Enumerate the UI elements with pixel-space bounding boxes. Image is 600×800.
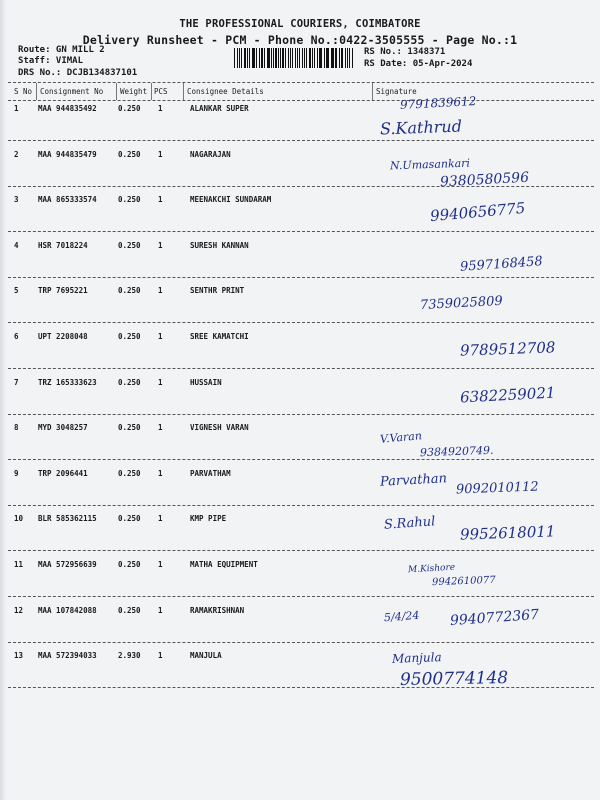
barcode-bar — [259, 48, 260, 68]
row-divider — [8, 459, 594, 460]
row-signature: Manjula — [391, 650, 442, 667]
barcode-bar — [267, 48, 268, 68]
row-signature: 9789512708 — [459, 338, 556, 360]
barcode-bar — [239, 48, 240, 68]
drs-number: DRS No.: DCJB134837101 — [18, 68, 138, 78]
row-divider — [8, 596, 594, 597]
row-sno: 2 — [14, 149, 19, 159]
row-signature: S.Kathrud — [379, 116, 463, 139]
row-weight: 0.250 — [118, 560, 141, 569]
row-weight: 0.250 — [118, 605, 141, 615]
barcode-bar — [234, 48, 235, 68]
row-consignee: NAGARAJAN — [190, 149, 231, 159]
col-weight-header: Weight — [120, 87, 148, 96]
row-pcs: 1 — [158, 468, 163, 478]
barcode-bar — [317, 48, 318, 68]
row-consignee: ALANKAR SUPER — [190, 104, 249, 113]
row-signature: V.Varan — [379, 429, 423, 446]
barcode-bar — [244, 48, 246, 68]
barcode-bar — [264, 48, 265, 68]
row-pcs: 1 — [158, 423, 163, 433]
row-consignee: KMP PIPE — [190, 514, 227, 524]
barcode-bar — [347, 48, 348, 68]
row-divider — [8, 368, 594, 369]
runsheet-title: Delivery Runsheet - PCM - Phone No.:0422-3505555 - Page No.:1 — [82, 33, 518, 47]
barcode-bar — [306, 48, 307, 68]
row-signature: M.Kishore — [407, 562, 456, 576]
row-divider — [8, 322, 594, 323]
row-consignee: MANJULA — [190, 651, 222, 661]
row-consignment-no: MYD 3048257 — [38, 423, 88, 433]
col-consignment-header: Consignment No — [40, 87, 104, 96]
row-pcs: 1 — [158, 377, 163, 387]
row-consignment-no: MAA 865333574 — [38, 195, 97, 205]
row-consignee: SENTHR PRINT — [190, 286, 245, 296]
row-weight: 0.250 — [118, 514, 141, 524]
row-sno: 13 — [14, 651, 24, 661]
staff-label: Staff: VIMAL — [18, 56, 84, 66]
barcode-bar — [309, 48, 311, 68]
col-divider — [116, 83, 117, 100]
row-weight: 0.250 — [118, 468, 141, 478]
col-divider — [183, 83, 184, 100]
row-weight: 0.250 — [118, 286, 141, 296]
barcode-bar — [280, 48, 281, 68]
row-signature: 9500774148 — [399, 668, 509, 691]
row-signature: 9092010112 — [455, 479, 539, 498]
col-divider — [151, 83, 152, 100]
barcode-bar — [261, 48, 263, 68]
barcode-bar — [278, 48, 279, 68]
row-sno: 12 — [14, 605, 24, 615]
row-consignment-no: MAA 107842088 — [38, 605, 97, 615]
row-weight: 0.250 — [118, 195, 141, 205]
row-divider — [8, 231, 594, 232]
barcode-bar — [349, 48, 350, 68]
row-signature: 6382259021 — [459, 383, 556, 407]
barcode-bar — [324, 48, 325, 68]
row-weight: 0.250 — [118, 377, 141, 387]
row-signature: 9597168458 — [459, 253, 544, 275]
row-signature: 9940772367 — [449, 606, 540, 629]
barcode-bar — [288, 48, 289, 68]
row-signature: 9952618011 — [459, 522, 556, 545]
row-consignment-no: MAA 944835492 — [38, 104, 97, 113]
row-pcs: 1 — [158, 560, 163, 569]
row-consignment-no: MAA 944835479 — [38, 149, 97, 159]
barcode-bar — [302, 48, 303, 68]
row-sno: 10 — [14, 514, 24, 524]
row-consignment-no: MAA 572956639 — [38, 560, 97, 569]
row-weight: 0.250 — [118, 149, 141, 159]
row-pcs: 1 — [158, 286, 163, 296]
barcode-bar — [339, 48, 340, 68]
row-weight: 2.930 — [118, 651, 141, 661]
route-label: Route: GN MILL 2 — [18, 45, 105, 55]
row-pcs: 1 — [158, 651, 163, 661]
row-sno: 1 — [14, 104, 19, 113]
barcode-bar — [297, 48, 298, 68]
row-consignment-no: BLR 585362115 — [38, 514, 97, 524]
rs-number: RS No.: 1348371 — [364, 47, 446, 57]
row-signature: Parvathan — [379, 471, 448, 490]
barcode-bar — [314, 48, 315, 68]
row-weight: 0.250 — [118, 104, 141, 113]
row-weight: 0.250 — [118, 423, 141, 433]
row-consignee: SURESH KANNAN — [190, 240, 249, 250]
row-sno: 5 — [14, 286, 19, 296]
row-divider — [8, 277, 594, 278]
row-sno: 11 — [14, 560, 24, 569]
row-divider — [8, 505, 594, 506]
row-consignee: VIGNESH VARAN — [190, 423, 249, 433]
barcode — [234, 48, 354, 68]
row-sno: 8 — [14, 423, 19, 433]
barcode-bar — [237, 48, 238, 68]
row-sno: 6 — [14, 332, 19, 341]
row-signature: 9942610077 — [431, 574, 496, 589]
col-pcs-header: PCS — [154, 87, 168, 96]
row-consignee: MEENAKCHI SUNDARAM — [190, 195, 272, 205]
barcode-bar — [271, 48, 272, 68]
row-consignment-no: TRP 7695221 — [38, 286, 88, 296]
barcode-bar — [273, 48, 274, 68]
row-sno: 9 — [14, 468, 19, 478]
row-divider — [8, 414, 594, 415]
barcode-bar — [326, 48, 327, 68]
row-sno: 3 — [14, 195, 19, 205]
row-pcs: 1 — [158, 149, 163, 159]
row-signature: 7359025809 — [419, 294, 504, 314]
col-sno-header: S No — [14, 87, 33, 96]
row-consignment-no: UPT 2208048 — [38, 332, 88, 341]
row-divider — [8, 550, 594, 551]
row-pcs: 1 — [158, 104, 163, 113]
row-consignee: SREE KAMATCHI — [190, 332, 249, 341]
row-pcs: 1 — [158, 514, 163, 524]
barcode-bar — [256, 48, 257, 68]
barcode-bar — [342, 48, 343, 68]
barcode-bar — [282, 48, 284, 68]
barcode-bar — [299, 48, 300, 68]
barcode-bar — [331, 48, 332, 68]
row-consignment-no: TRZ 165333623 — [38, 377, 97, 387]
row-signature: 9380580596 — [439, 169, 530, 190]
col-divider — [372, 83, 373, 100]
row-weight: 0.250 — [118, 240, 141, 250]
barcode-bar — [249, 48, 250, 68]
row-consignee: HUSSAIN — [190, 377, 222, 387]
row-signature: N.Umasankari — [389, 156, 471, 172]
page-shadow — [0, 0, 6, 800]
row-consignee: MATHA EQUIPMENT — [190, 560, 258, 569]
barcode-bar — [304, 48, 305, 68]
row-consignee: PARVATHAM — [190, 468, 231, 478]
company-title: THE PROFESSIONAL COURIERS, COIMBATORE — [179, 18, 421, 30]
barcode-bar — [292, 48, 293, 68]
header-top-rule — [8, 82, 594, 83]
row-signature: 9384920749. — [419, 443, 494, 460]
col-signature-header: Signature — [376, 87, 417, 96]
row-signature: 5/4/24 — [383, 608, 420, 624]
row-sno: 7 — [14, 377, 19, 387]
barcode-bar — [253, 48, 254, 68]
barcode-bar — [345, 48, 346, 68]
barcode-bar — [352, 48, 353, 68]
header-bottom-rule — [8, 100, 594, 101]
barcode-bar — [341, 48, 342, 68]
col-consignee-header: Consignee Details — [187, 87, 264, 96]
row-signature: 9791839612 — [399, 94, 477, 112]
barcode-bar — [241, 48, 242, 68]
col-divider — [36, 83, 37, 100]
barcode-bar — [327, 48, 328, 68]
row-pcs: 1 — [158, 240, 163, 250]
rs-date: RS Date: 05-Apr-2024 — [364, 59, 473, 69]
barcode-bar — [247, 48, 248, 68]
barcode-bar — [319, 48, 320, 68]
barcode-bar — [290, 48, 291, 68]
barcode-bar — [252, 48, 253, 68]
row-signature: 9940656775 — [429, 199, 527, 226]
row-signature: S.Rahul — [383, 514, 436, 534]
row-pcs: 1 — [158, 195, 163, 205]
row-weight: 0.250 — [118, 332, 141, 341]
row-pcs: 1 — [158, 605, 163, 615]
row-consignment-no: HSR 7018224 — [38, 240, 88, 250]
row-consignment-no: TRP 2096441 — [38, 468, 88, 478]
row-pcs: 1 — [158, 332, 163, 341]
barcode-bar — [268, 48, 269, 68]
barcode-bar — [295, 48, 296, 68]
barcode-bar — [312, 48, 313, 68]
row-sno: 4 — [14, 240, 19, 250]
row-divider — [8, 140, 594, 141]
barcode-bar — [332, 48, 334, 68]
row-consignment-no: MAA 572394033 — [38, 651, 97, 661]
barcode-bar — [285, 48, 286, 68]
row-divider — [8, 642, 594, 643]
barcode-bar — [275, 48, 276, 68]
barcode-bar — [320, 48, 321, 68]
row-consignee: RAMAKRISHNAN — [190, 605, 245, 615]
barcode-bar — [335, 48, 336, 68]
